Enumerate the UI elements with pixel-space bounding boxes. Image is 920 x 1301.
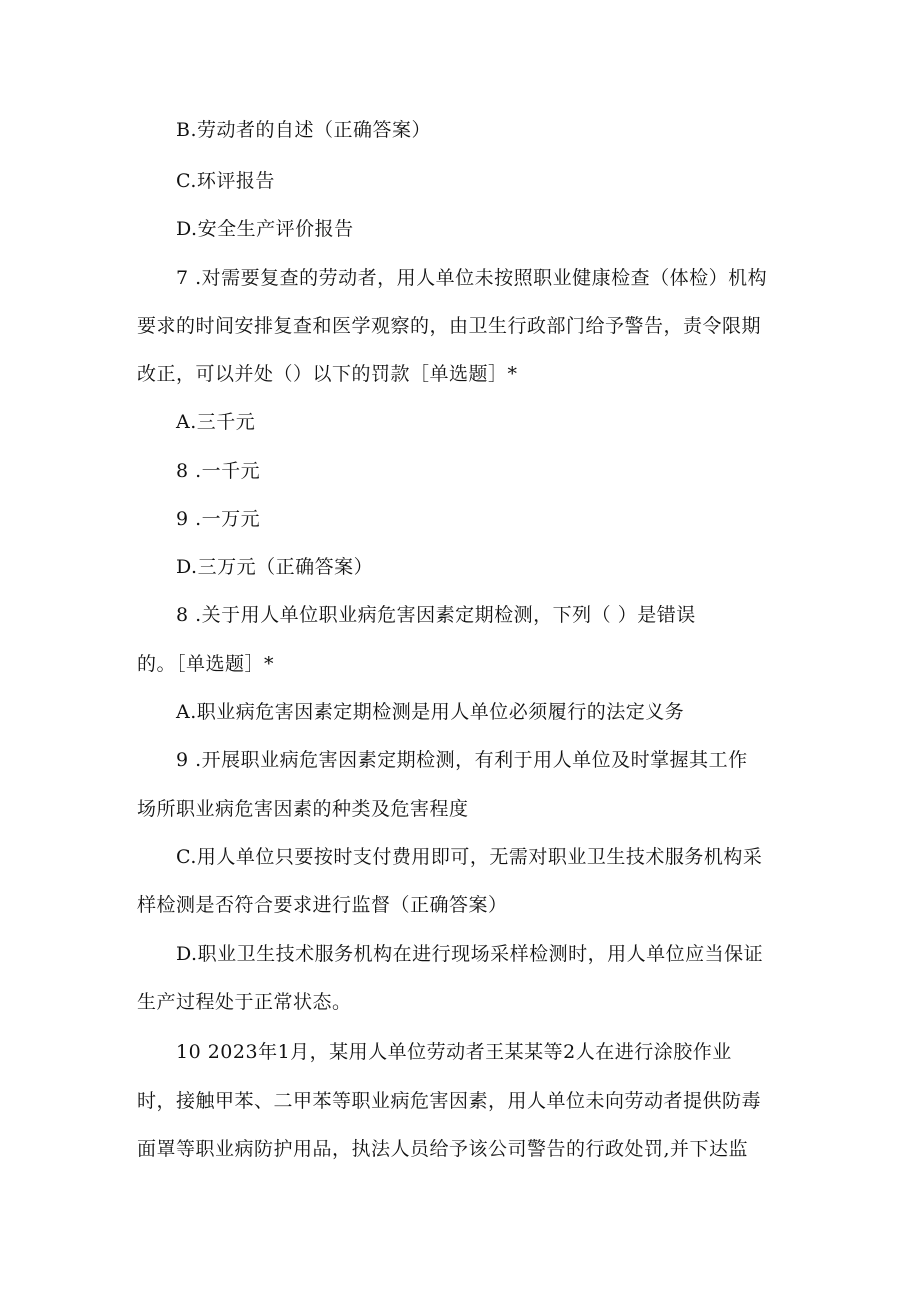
question-10-line-3: 面罩等职业病防护用品，执法人员给予该公司警告的行政处罚,并下达监 [137,1138,749,1160]
option-d-line-2: 生产过程处于正常状态。 [137,991,352,1013]
question-8-line-2: 的。［单选题］* [137,653,275,675]
question-10-line-2: 时，接触甲苯、二甲苯等职业病危害因素，用人单位未向劳动者提供防毒 [137,1090,762,1112]
option-b: 8 .一千元 [176,460,261,482]
option-d-line-1: D.职业卫生技术服务机构在进行现场采样检测时，用人单位应当保证 [176,943,764,965]
option-b-line-2: 场所职业病危害因素的种类及危害程度 [137,798,469,820]
option-d-correct: D.三万元（正确答案） [176,556,374,578]
question-10-line-1: 10 2023年1月，某用人单位劳动者王某某等2人在进行涂胶作业 [176,1041,732,1063]
question-7-line-3: 改正，可以并处（）以下的罚款［单选题］* [137,363,518,385]
option-a: A.三千元 [176,411,256,433]
question-7-line-2: 要求的时间安排复查和医学观察的，由卫生行政部门给予警告，责令限期 [137,315,762,337]
option-c: 9 .一万元 [176,508,261,530]
option-c-line-1: C.用人单位只要按时支付费用即可，无需对职业卫生技术服务机构采 [176,846,763,868]
option-d: D.安全生产评价报告 [176,218,354,240]
question-8-line-1: 8 .关于用人单位职业病危害因素定期检测，下列（ ）是错误 [176,604,696,626]
option-c-line-2: 样检测是否符合要求进行监督（正确答案） [137,894,508,916]
question-7-line-1: 7 .对需要复查的劳动者，用人单位未按照职业健康检查（体检）机构 [176,267,768,289]
option-c: C.环评报告 [176,170,275,192]
option-b-correct: B.劳动者的自述（正确答案） [176,119,432,141]
option-b-line-1: 9 .开展职业病危害因素定期检测，有利于用人单位及时掌握其工作 [176,749,748,771]
option-a: A.职业病危害因素定期检测是用人单位必须履行的法定义务 [176,701,685,723]
